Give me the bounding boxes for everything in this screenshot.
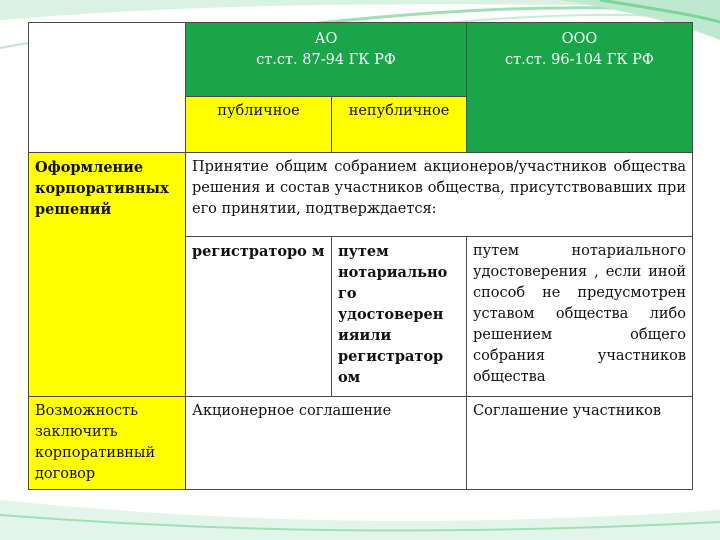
header-public: публичное [186,97,332,153]
header-nonpublic: непубличное [332,97,467,153]
comparison-table [28,22,693,490]
contract-ao-value: Акционерное соглашение [186,397,467,490]
row-label-contract: Возможность заключить корпоративный договор [29,397,186,490]
decisions-nonpublic-value: путем нотариально го удостоверен ияили регистратор ом [332,237,467,397]
corner-cell [29,23,186,153]
ao-title: АО [314,31,338,47]
header-ao [186,23,467,97]
ooo-articles: ст.ст. 96-104 ГК РФ [505,52,654,68]
contract-ooo-value: Соглашение участников [467,397,693,490]
decisions-ooo-value: путем нотариального удостоверения , если иной способ не предусмотрен уставом общества либо решением общего собрания участников общества [467,237,693,397]
decisions-public-value: регистраторо м [186,237,332,397]
row-label-decisions: Оформление корпоративных решений [29,153,186,397]
ao-articles: ст.ст. 87-94 ГК РФ [256,52,396,68]
ooo-title: ООО [561,31,598,47]
header-ooo [467,23,693,153]
decisions-common-text: Принятие общим собранием акционеров/участников общества решения и состав участников общества, присутствовавших при его принятии, подтверждается: [186,153,693,237]
